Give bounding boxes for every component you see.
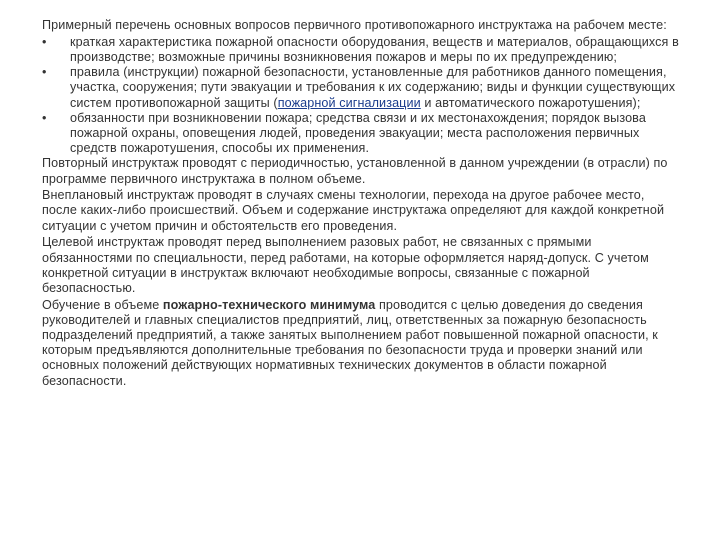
repeat-briefing-paragraph: Повторный инструктаж проводят с периодичностью, установленной в данном учреждении (в отрасли) по программе первичного инструктажа в полном объеме. — [42, 156, 668, 186]
list-item-text: обязанности при возникновении пожара; средства связи и их местонахождения; порядок вызова пожарной охраны, оповещения людей, проведения эвакуации; места расположения первичных средств пожаротушения, способы их применения. — [70, 110, 646, 156]
bullet-icon: • — [42, 110, 47, 125]
fire-minimum-paragraph — [42, 298, 682, 389]
fire-alarm-link[interactable]: пожарной сигнализации — [277, 95, 421, 110]
list-item-text: краткая характеристика пожарной опасности оборудования, веществ и материалов, обращающихся в производстве; возможные причины возникновения пожаров и меры по их предупреждению; — [70, 34, 679, 64]
list-item — [42, 111, 682, 157]
intro-paragraph: Примерный перечень основных вопросов первичного противопожарного инструктажа на рабочем месте: — [42, 18, 667, 32]
list-item-text: правила (инструкции) пожарной безопасности, установленные для работников данного помещения, участка, сооружения; пути эвакуации и требования к их содержанию; виды и функции существующих систем противопожарной защиты ( — [70, 65, 676, 110]
fire-minimum-term: пожарно-технического минимума — [162, 297, 376, 312]
unscheduled-briefing-paragraph: Внеплановый инструктаж проводят в случаях смены технологии, перехода на другое рабочее место, после каких-либо происшествий. Объем и содержание инструктажа определяют для каждой конкретной ситуации с учетом причин и обстоятельств его проведения. — [42, 188, 665, 233]
fire-minimum-text-start: Обучение в объеме — [42, 297, 163, 312]
list-item — [42, 65, 682, 111]
list-item-text-tail: и автоматического пожаротушения); — [420, 95, 641, 110]
list-item — [42, 35, 682, 65]
fire-minimum-text-end: проводится с целью доведения до сведения руководителей и главных специалистов предприятий, лиц, ответственных за пожарную безопасность подразделений предприятий, а также занятых выполнением работ повышенной пожарной опасности, к которым предъявляются дополнительные требования по безопасности труда и проверки знаний или основных положений действующих нормативных технических документов в области пожарной безопасности. — [42, 297, 658, 388]
bullet-icon: • — [42, 65, 47, 80]
target-briefing-paragraph: Целевой инструктаж проводят перед выполнением разовых работ, не связанных с прямыми обязанностями по специальности, перед работами, на которые оформляется наряд-допуск. С учетом конкретной ситуации в инструктаж включают необходимые вопросы, связанные с пожарной безопасностью. — [42, 235, 649, 295]
text-block — [42, 18, 682, 390]
bullet-icon: • — [42, 34, 47, 49]
